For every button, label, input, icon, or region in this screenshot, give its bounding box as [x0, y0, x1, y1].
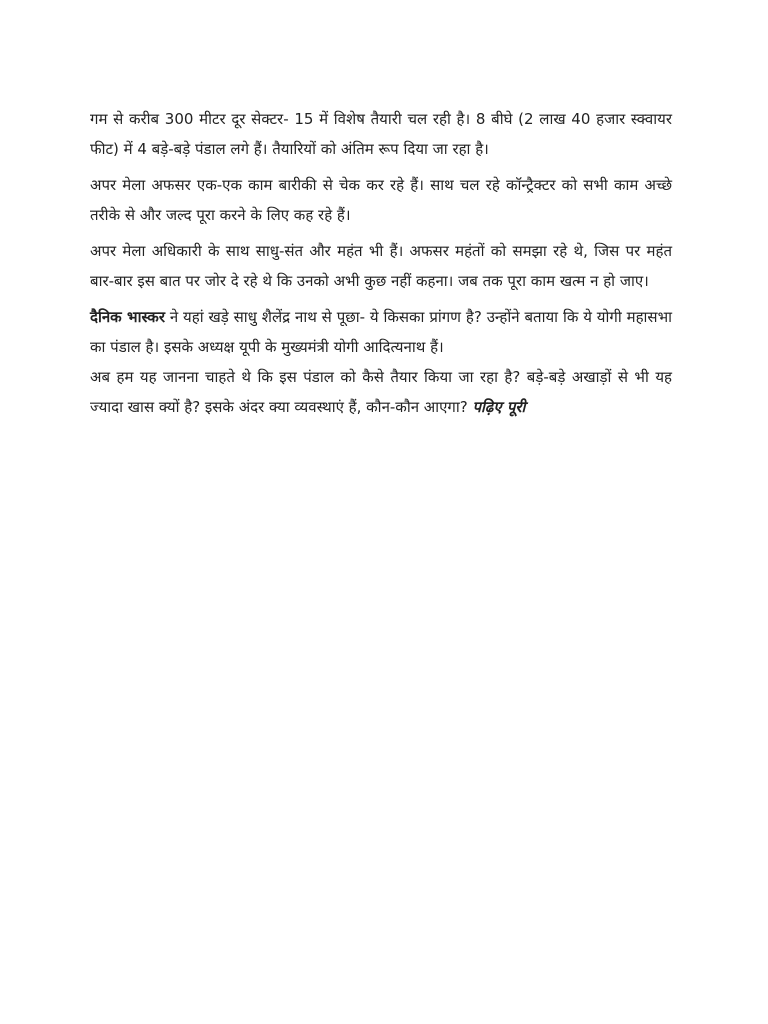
read-full-link[interactable]: पढ़िए पूरी — [472, 398, 526, 416]
paragraph-read-more-text: अब हम यह जानना चाहते थे कि इस पंडाल को कैसे तैयार किया जा रहा है? बड़े-बड़े अखाड़ों से भी यह ज्यादा खास क्यों है? इसके अंदर क्या व्यवस्थाएं हैं, कौन-कौन आएगा? — [90, 368, 672, 416]
paragraph-saints-mahants: अपर मेला अधिकारी के साथ साधु-संत और महंत भी हैं। अफसर महंतों को समझा रहे थे, जिस पर महंत बार-बार इस बात पर जोर दे रहे थे कि उनको अभी कुछ नहीं कहना। जब तक पूरा काम खत्म न हो जाए। — [90, 242, 672, 290]
paragraph-preparations: गम से करीब 300 मीटर दूर सेक्टर- 15 में विशेष तैयारी चल रही है। 8 बीघे (2 लाख 40 हजार स्क्वायर फीट) में 4 बड़े-बड़े पंडाल लगे हैं। तैयारियों को अंतिम रूप दिया जा रहा है। — [90, 110, 672, 158]
publication-name: दैनिक भास्कर — [90, 308, 165, 326]
paragraph-read-more — [90, 362, 672, 422]
article-body — [90, 104, 672, 428]
paragraph-officer-checking: अपर मेला अफसर एक-एक काम बारीकी से चेक कर रहे हैं। साथ चल रहे कॉन्ट्रैक्टर को सभी काम अच्छे तरीके से और जल्द पूरा करने के लिए कह रहे हैं। — [90, 176, 672, 224]
paragraph-question-text: ने यहां खड़े साधु शैलेंद्र नाथ से पूछा- ये किसका प्रांगण है? उन्होंने बताया कि ये योगी महासभा का पंडाल है। इसके अध्यक्ष यूपी के मुख्यमंत्री योगी आदित्यनाथ हैं। — [90, 308, 672, 356]
paragraph-question-pandal — [90, 302, 672, 362]
